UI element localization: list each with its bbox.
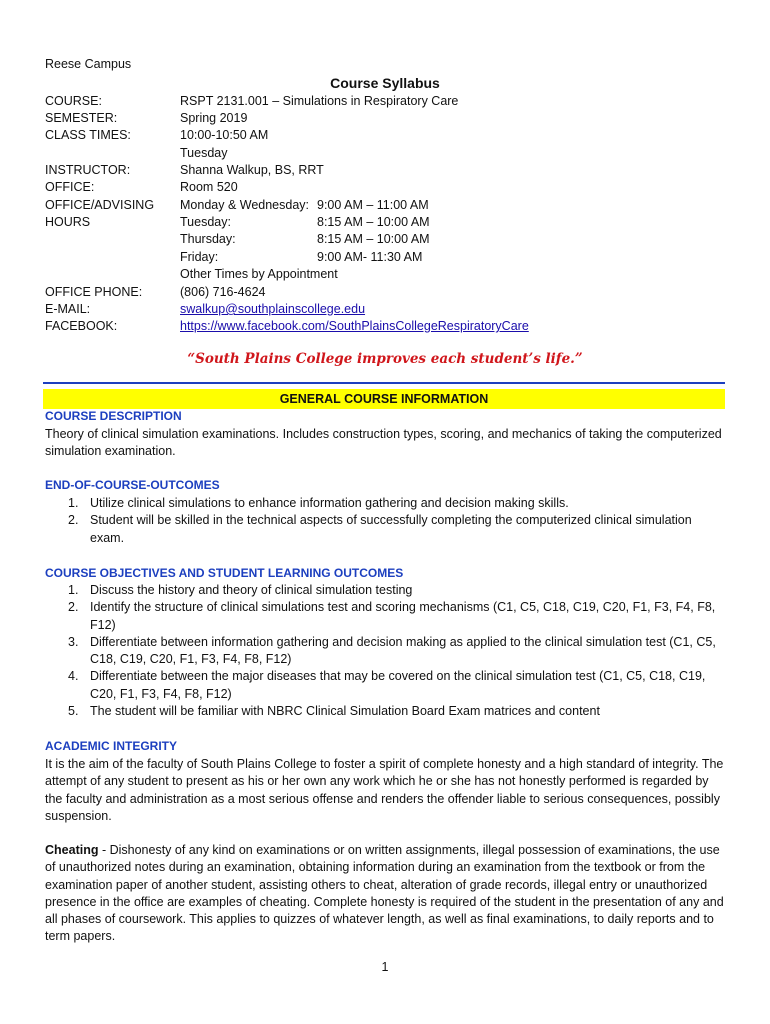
semester-value: Spring 2019 (180, 111, 248, 125)
hours-time: 8:15 AM – 10:00 AM (317, 232, 430, 246)
list-item (45, 668, 725, 703)
list-text: Student will be skilled in the technical aspects of successfully completing the computerized clinical simulation exam. (90, 513, 692, 545)
page-title: Course Syllabus (330, 75, 440, 91)
course-description-text: Theory of clinical simulation examinations. Includes construction types, scoring, and mechanics of taking the computerized simulation examination. (45, 427, 722, 459)
list-item (45, 634, 725, 669)
list-number: 3. (68, 634, 79, 649)
cheating-text: - Dishonesty of any kind on examinations or on written assignments, illegal possession of examinations, the use of unauthorized notes during an examination, obtaining information during an examination from the textbook or from the examination paper of another student, assisting others to cheat, alteration of grade records, illegal entry or unauthorized presence in the office are examples of cheating. Complete honesty is required of the student in the presentation of any and all phases of coursework. This applies to quizzes of whatever length, as well as final examinations, to daily reports and to term papers. (45, 843, 724, 944)
instructor-value: Shanna Walkup, BS, RRT (180, 163, 324, 177)
cheating-term: Cheating (45, 843, 99, 857)
class-day-value: Tuesday (180, 146, 228, 160)
list-text: The student will be familiar with NBRC Clinical Simulation Board Exam matrices and content (90, 704, 600, 719)
list-item (45, 703, 725, 720)
phone-value: (806) 716-4624 (180, 285, 266, 299)
facebook-label: FACEBOOK: (45, 319, 118, 333)
list-text: Differentiate between information gathering and decision making as applied to the clinical simulation test (C1, C5, C18, C19, C20, F1, F3, F4, F8, F12) (90, 634, 716, 667)
course-value: RSPT 2131.001 – Simulations in Respiratory Care (180, 94, 459, 108)
hours-time: 9:00 AM – 11:00 AM (317, 198, 429, 212)
hours-day: Friday: (180, 250, 219, 264)
hours-time: 8:15 AM – 10:00 AM (317, 215, 430, 229)
list-item (45, 599, 725, 634)
list-item (45, 582, 725, 599)
course-label: COURSE: (45, 94, 102, 108)
office-value: Room 520 (180, 180, 238, 194)
list-number: 1. (68, 496, 79, 510)
outcomes-heading: END-OF-COURSE-OUTCOMES (45, 478, 220, 492)
general-info-heading: GENERAL COURSE INFORMATION (43, 389, 725, 409)
class-times-label: CLASS TIMES: (45, 128, 131, 142)
hours-time: 9:00 AM- 11:30 AM (317, 250, 423, 264)
advising-label-line1: OFFICE/ADVISING (45, 198, 155, 212)
list-text: Utilize clinical simulations to enhance information gathering and decision making skills. (90, 496, 569, 510)
hours-day: Thursday: (180, 232, 236, 246)
list-number: 4. (68, 669, 79, 684)
academic-integrity-text: It is the aim of the faculty of South Plains College to foster a spirit of complete honesty and a high standard of integrity. The attempt of any student to present as his or her own any work which he or she has not honestly performed is regarded by the faculty and administration as a most serious offense and renders the offender liable to serious consequences, possibly suspension. (45, 757, 724, 823)
objectives-list (45, 582, 725, 720)
list-item (45, 512, 725, 547)
facebook-link[interactable]: https://www.facebook.com/SouthPlainsCollegeRespiratoryCare (180, 319, 529, 333)
advising-label-line2: HOURS (45, 215, 91, 229)
email-link[interactable]: swalkup@southplainscollege.edu (180, 302, 366, 316)
list-number: 5. (68, 704, 79, 719)
list-text: Identify the structure of clinical simulations test and scoring mechanisms (C1, C5, C18, C19, C20, F1, F3, F4, F8, F12) (90, 600, 716, 632)
list-item (45, 495, 725, 512)
email-label: E-MAIL: (45, 302, 91, 316)
office-label: OFFICE: (45, 180, 95, 194)
campus-name: Reese Campus (45, 57, 132, 71)
phone-label: OFFICE PHONE: (45, 285, 143, 299)
list-number: 1. (68, 583, 79, 597)
class-time-value: 10:00-10:50 AM (180, 128, 269, 142)
section-divider (43, 382, 725, 384)
objectives-heading: COURSE OBJECTIVES AND STUDENT LEARNING OUTCOMES (45, 566, 404, 580)
cheating-paragraph (45, 842, 725, 946)
list-text: Differentiate between the major diseases that may be covered on the clinical simulation test (C1, C5, C18, C19, C20, F1, F3, F4, F8, F12) (90, 669, 706, 701)
academic-integrity-heading: ACADEMIC INTEGRITY (45, 739, 177, 753)
list-number: 2. (68, 513, 79, 528)
instructor-label: INSTRUCTOR: (45, 163, 131, 177)
page-number: 1 (381, 960, 389, 974)
course-description-heading: COURSE DESCRIPTION (45, 409, 182, 423)
list-text: Discuss the history and theory of clinical simulation testing (90, 583, 413, 597)
semester-label: SEMESTER: (45, 111, 118, 125)
outcomes-list (45, 495, 725, 547)
hours-day: Monday & Wednesday: (180, 198, 310, 212)
list-number: 2. (68, 600, 79, 615)
hours-day: Tuesday: (180, 215, 231, 229)
other-times: Other Times by Appointment (180, 267, 338, 281)
college-motto: “South Plains College improves each student’s life.” (187, 351, 583, 367)
